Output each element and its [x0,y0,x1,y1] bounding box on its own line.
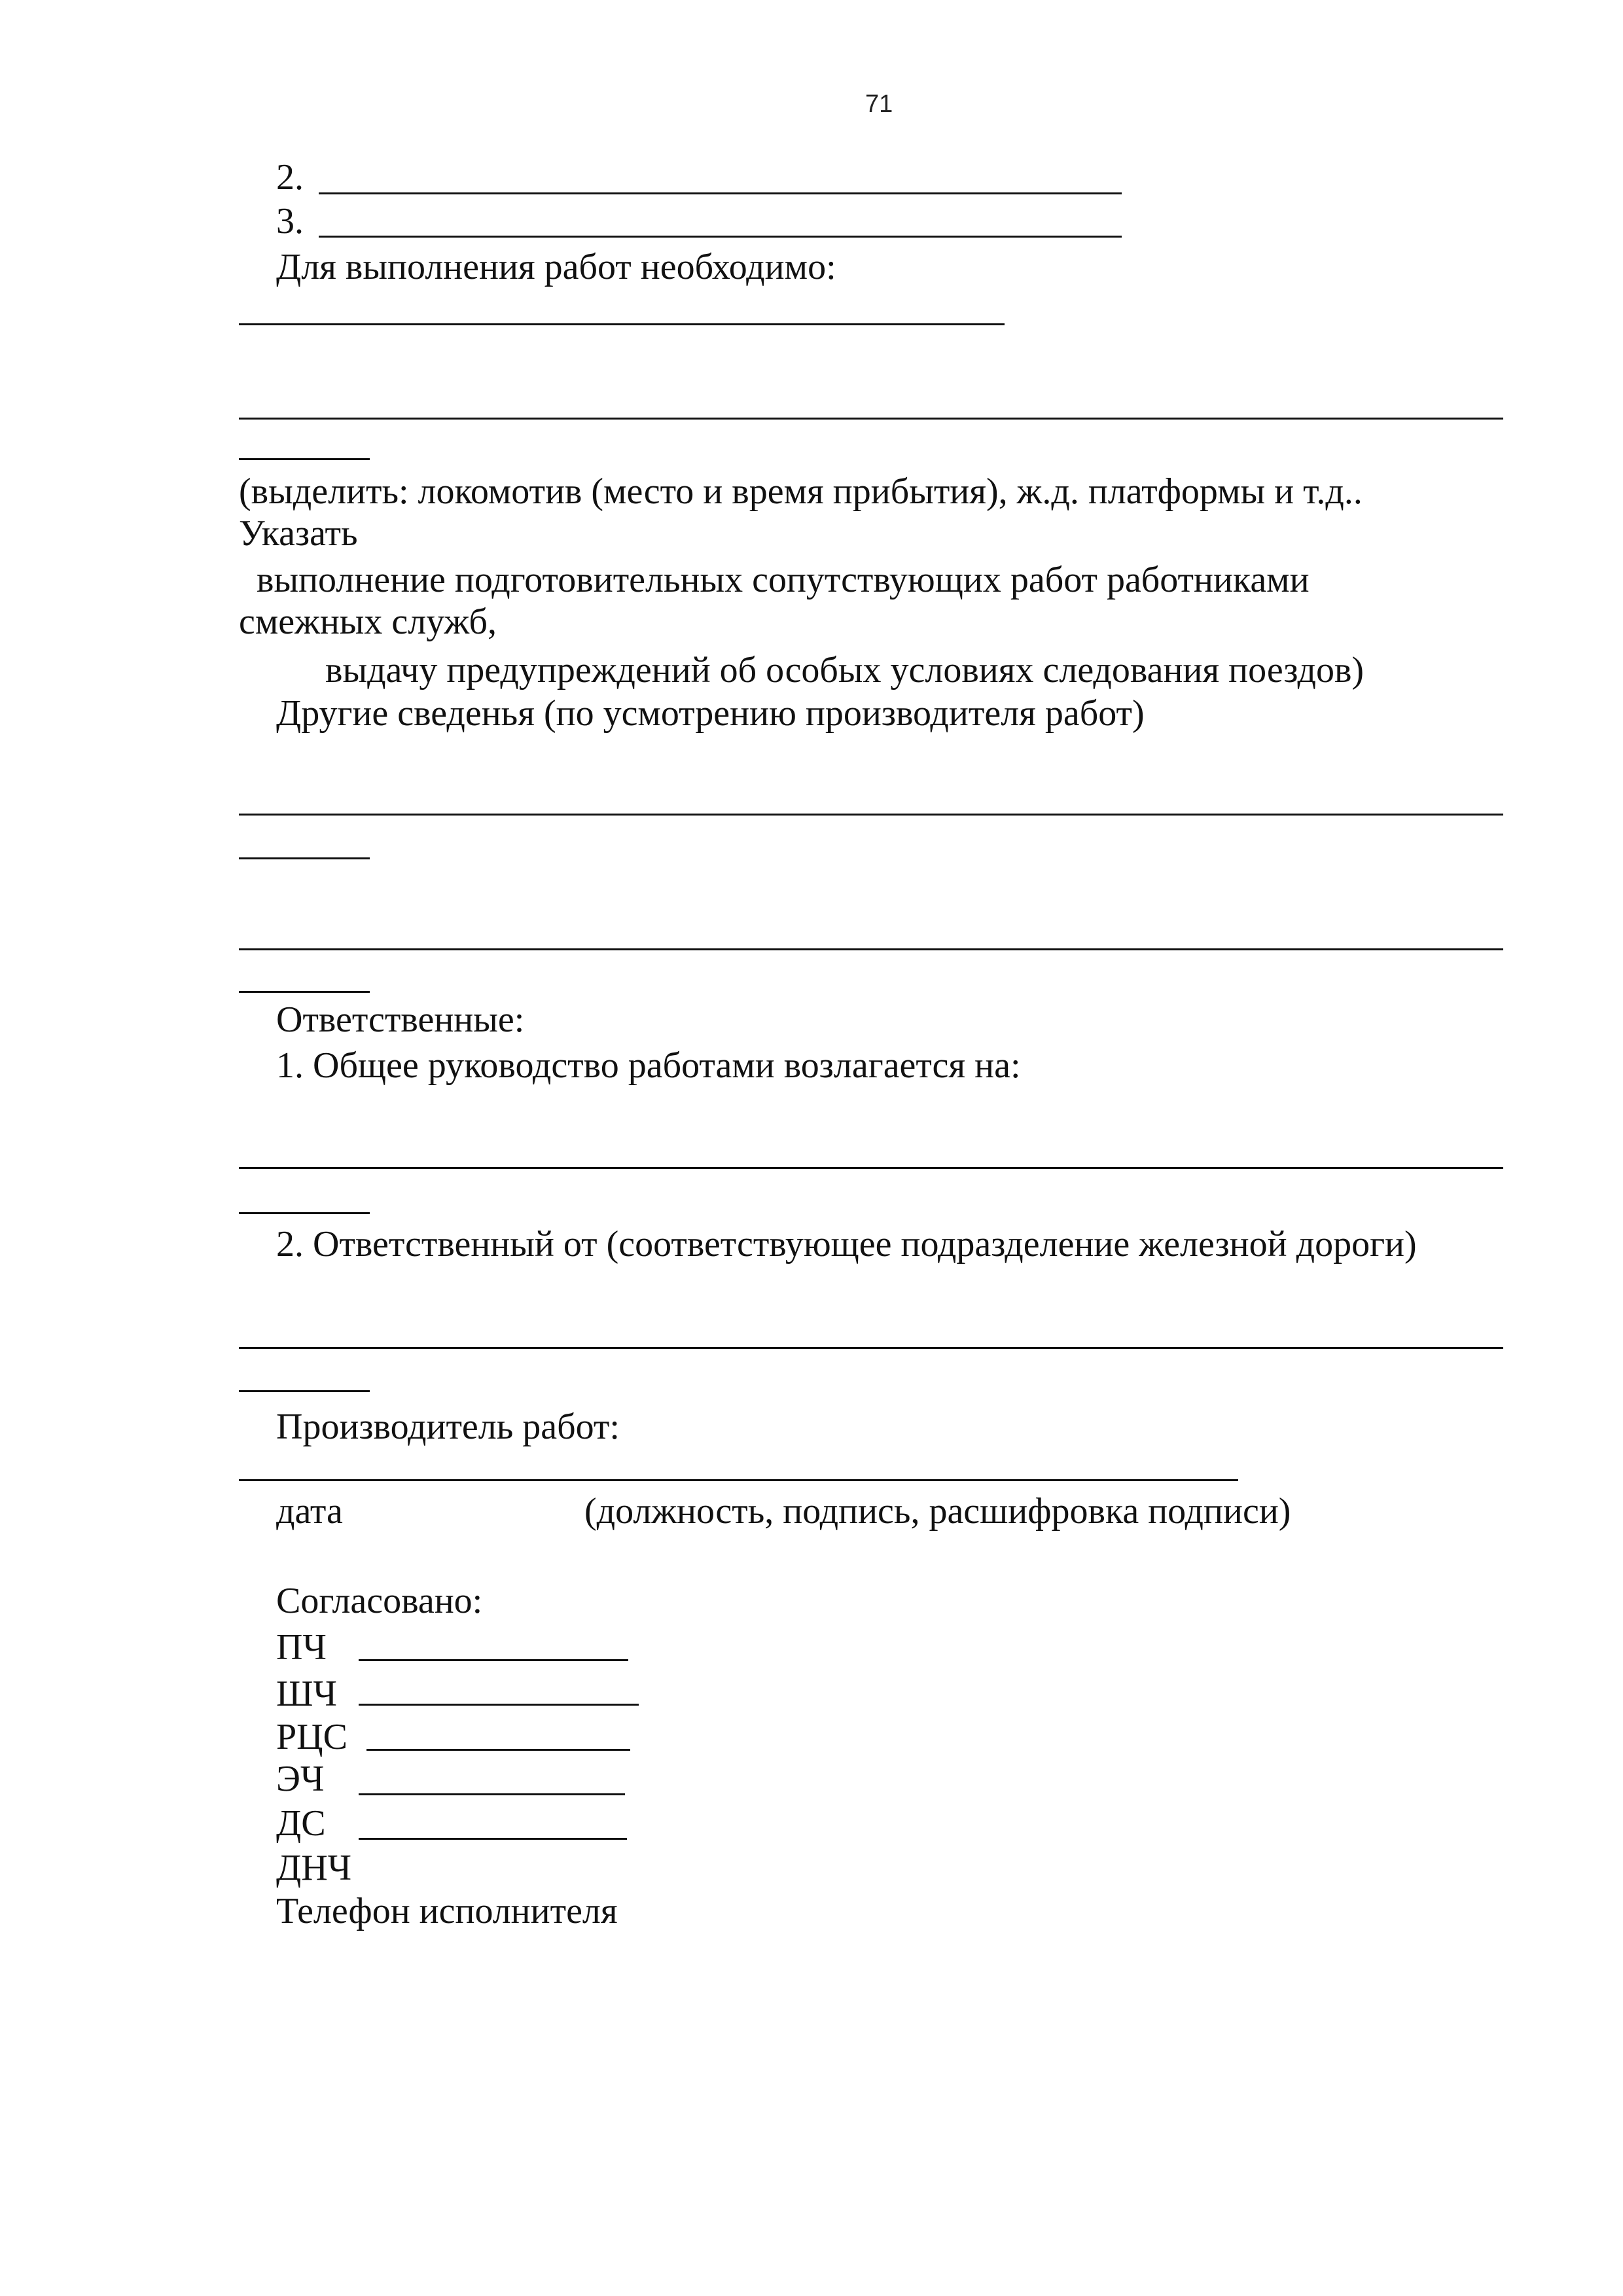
item-3-label: 3. [276,201,304,242]
approval-role-ds: ДС [276,1803,326,1844]
other-info-line-2-tail [239,991,370,993]
responsible-item-1: 1. Общее руководство работами возлагается на: [276,1045,1021,1086]
responsible-item-2-line [239,1347,1503,1349]
approval-role-ech: ЭЧ [276,1759,325,1799]
note-line-5: выдачу предупреждений об особых условиях следования поездов) [325,650,1364,691]
responsible-heading: Ответственные: [276,999,525,1040]
producer-label: Производитель работ: [276,1407,620,1447]
approval-line-pch [359,1659,628,1661]
other-info-line-2 [239,948,1503,950]
approval-line-rcs [366,1749,630,1751]
note-line-4: смежных служб, [239,601,497,642]
responsible-item-2-line-tail [239,1390,370,1392]
needed-blank-line [239,323,1005,325]
item-2-blank-line [319,192,1122,194]
approval-role-dnch: ДНЧ [276,1848,352,1888]
other-info-label: Другие сведенья (по усмотрению производителя работ) [276,693,1145,734]
producer-signature-caption: (должность, подпись, расшифровка подписи) [584,1491,1291,1532]
approval-role-rcs: РЦС [276,1717,348,1757]
page-number: 71 [865,90,893,118]
item-3-blank-line [319,236,1122,238]
approval-role-shch: ШЧ [276,1674,337,1714]
needed-blank-line-2 [239,418,1503,420]
item-2-label: 2. [276,157,304,198]
note-line-1: (выделить: локомотив (место и время прибытия), ж.д. платформы и т.д.. [239,471,1363,512]
note-line-3: выполнение подготовительных сопутствующих работ работниками [257,560,1310,600]
producer-date-label: дата [276,1491,343,1532]
approval-line-ech [359,1793,625,1795]
approved-heading: Согласовано: [276,1581,483,1621]
note-line-2: Указать [239,513,358,554]
producer-signature-line [239,1479,1238,1481]
responsible-item-2: 2. Ответственный от (соответствующее подразделение железной дороги) [276,1224,1417,1265]
needed-blank-line-2-tail [239,458,370,460]
approval-line-shch [359,1704,639,1706]
responsible-item-1-line [239,1167,1503,1169]
approval-line-ds [359,1838,627,1840]
responsible-item-1-line-tail [239,1212,370,1214]
other-info-line-1-tail [239,857,370,859]
executor-phone-label: Телефон исполнителя [276,1891,618,1931]
other-info-line-1 [239,814,1503,816]
needed-label: Для выполнения работ необходимо: [276,247,836,287]
approval-role-pch: ПЧ [276,1627,327,1668]
